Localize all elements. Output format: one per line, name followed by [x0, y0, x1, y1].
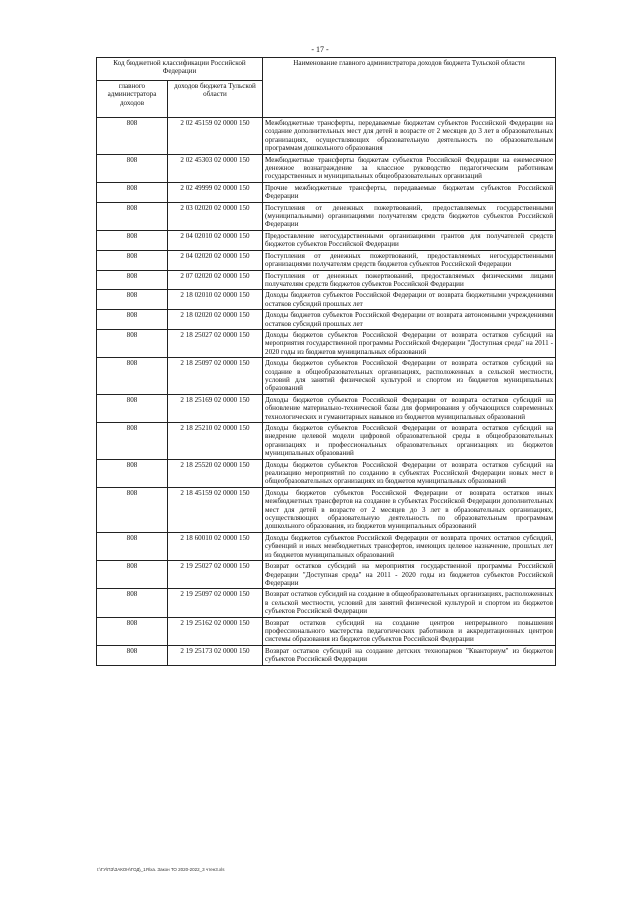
revenue-code-cell: 2 19 25162 02 0000 150 [168, 617, 263, 645]
revenue-name-cell: Возврат остатков субсидий на создание в общеобразовательных организациях, расположенных в сельской местности, условий для занятий физической культурой и спортом из бюджетов субъектов Российской Федерации [263, 589, 556, 617]
revenue-code-cell: 2 18 25027 02 0000 150 [168, 329, 263, 357]
header-admin: главного администратора доходов [97, 81, 168, 118]
revenue-code-cell: 2 07 02020 02 0000 150 [168, 270, 263, 290]
revenue-classification-table [96, 57, 556, 666]
revenue-code-cell: 2 19 25027 02 0000 150 [168, 561, 263, 589]
revenue-code-cell: 2 04 02010 02 0000 150 [168, 230, 263, 250]
admin-code-cell: 808 [97, 310, 168, 330]
revenue-code-cell: 2 18 02020 02 0000 150 [168, 310, 263, 330]
revenue-code-cell: 2 04 02020 02 0000 150 [168, 250, 263, 270]
table-row [97, 459, 556, 487]
revenue-code-cell: 2 18 02010 02 0000 150 [168, 290, 263, 310]
admin-code-cell: 808 [97, 118, 168, 155]
admin-code-cell: 808 [97, 394, 168, 422]
revenue-name-cell: Доходы бюджетов субъектов Российской Федерации от возврата бюджетными учреждениями остатков субсидий прошлых лет [263, 290, 556, 310]
revenue-name-cell: Доходы бюджетов субъектов Российской Федерации от возврата остатков иных межбюджетных трансфертов на создание в субъектах Российской Федерации дополнительных мест для детей в возрасте от 2 месяцев до 3 лет в образовательных организациях, осуществляющих образовательную деятельность по образовательным программам дошкольного образования, из бюджетов муниципальных образований [263, 487, 556, 532]
revenue-name-cell: Поступления от денежных пожертвований, предоставляемых физическими лицами получателям средств бюджетов субъектов Российской Федерации [263, 270, 556, 290]
admin-code-cell: 808 [97, 182, 168, 202]
table-row [97, 250, 556, 270]
revenue-code-cell: 2 03 02020 02 0000 150 [168, 202, 263, 230]
table-row [97, 230, 556, 250]
revenue-code-cell: 2 19 25173 02 0000 150 [168, 645, 263, 665]
admin-code-cell: 808 [97, 459, 168, 487]
admin-code-cell: 808 [97, 423, 168, 460]
admin-code-cell: 808 [97, 589, 168, 617]
header-revenue: доходов бюджета Тульской области [168, 81, 263, 118]
admin-code-cell: 808 [97, 154, 168, 182]
page-number: - 17 - [311, 45, 329, 54]
revenue-name-cell: Доходы бюджетов субъектов Российской Федерации от возврата остатков субсидий на обновление материально-технической базы для формирования у обучающихся современных технологических и гуманитарных навыков из бюджетов муниципальных образований [263, 394, 556, 422]
revenue-name-cell: Доходы бюджетов субъектов Российской Федерации от возврата прочих остатков субсидий, субвенций и иных межбюджетных трансфертов, имеющих целевое назначение, прошлых лет из бюджетов муниципальных образований [263, 532, 556, 560]
revenue-code-cell: 2 18 25520 02 0000 150 [168, 459, 263, 487]
admin-code-cell: 808 [97, 645, 168, 665]
admin-code-cell: 808 [97, 202, 168, 230]
revenue-name-cell: Возврат остатков субсидий на создание центров непрерывного повышения профессионального мастерства педагогических работников и аккредитационных центров системы образования из бюджетов субъектов Российской Федерации [263, 617, 556, 645]
revenue-code-cell: 2 18 60010 02 0000 150 [168, 532, 263, 560]
table-row [97, 358, 556, 395]
admin-code-cell: 808 [97, 487, 168, 532]
table-row [97, 561, 556, 589]
table-row [97, 270, 556, 290]
revenue-name-cell: Доходы бюджетов субъектов Российской Федерации от возврата остатков субсидий на мероприятия государственной программы Российской Федерации "Доступная среда" на 2011 - 2020 годы из бюджетов муниципальных образований [263, 329, 556, 357]
admin-code-cell: 808 [97, 329, 168, 357]
table-body [97, 118, 556, 666]
table-row [97, 423, 556, 460]
table-row [97, 154, 556, 182]
revenue-code-cell: 2 02 45159 02 0000 150 [168, 118, 263, 155]
header-name: Наименование главного администратора доходов бюджета Тульской области [263, 58, 556, 118]
admin-code-cell: 808 [97, 358, 168, 395]
table-row [97, 290, 556, 310]
revenue-name-cell: Доходы бюджетов субъектов Российской Федерации от возврата остатков субсидий на внедрение целевой модели цифровой образовательной среды в общеобразовательных организациях и профессиональных образовательных организациях из бюджетов муниципальных образований [263, 423, 556, 460]
table-row [97, 394, 556, 422]
revenue-name-cell: Возврат остатков субсидий на мероприятия государственной программы Российской Федерации "Доступная среда" на 2011 - 2020 годы из бюджетов субъектов Российской Федерации [263, 561, 556, 589]
revenue-name-cell: Доходы бюджетов субъектов Российской Федерации от возврата остатков субсидий на реализацию мероприятий по созданию в субъектах Российской Федерации новых мест в общеобразовательных организациях из бюджетов муниципальных образований [263, 459, 556, 487]
table-row [97, 487, 556, 532]
table-row [97, 118, 556, 155]
revenue-name-cell: Предоставление негосударственными организациями грантов для получателей средств бюджетов субъектов Российской Федерации [263, 230, 556, 250]
revenue-name-cell: Межбюджетные трансферты, передаваемые бюджетам субъектов Российской Федерации на создание дополнительных мест для детей в возрасте от 2 месяцев до 3 лет в образовательных организациях, осуществляющих образовательную деятельность по образовательным программам дошкольного образования [263, 118, 556, 155]
file-path-footer: I:\ГУ\ПЗ\ЗАКОН\ГОД\_1Я\ха. Закон ТО 2020-2022_3 чтен3.xls [97, 867, 225, 872]
table-row [97, 645, 556, 665]
revenue-code-cell: 2 18 45159 02 0000 150 [168, 487, 263, 532]
admin-code-cell: 808 [97, 617, 168, 645]
revenue-code-cell: 2 18 25169 02 0000 150 [168, 394, 263, 422]
admin-code-cell: 808 [97, 250, 168, 270]
admin-code-cell: 808 [97, 230, 168, 250]
table-row [97, 617, 556, 645]
header-code-group: Код бюджетной классификации Российской Федерации [97, 58, 263, 81]
revenue-code-cell: 2 02 45303 02 0000 150 [168, 154, 263, 182]
revenue-code-cell: 2 02 49999 02 0000 150 [168, 182, 263, 202]
revenue-name-cell: Доходы бюджетов субъектов Российской Федерации от возврата автономными учреждениями остатков субсидий прошлых лет [263, 310, 556, 330]
revenue-name-cell: Поступления от денежных пожертвований, предоставляемых государственными (муниципальными) организациями получателям средств бюджетов субъектов Российской Федерации [263, 202, 556, 230]
revenue-name-cell: Прочие межбюджетные трансферты, передаваемые бюджетам субъектов Российской Федерации [263, 182, 556, 202]
admin-code-cell: 808 [97, 532, 168, 560]
table-row [97, 329, 556, 357]
admin-code-cell: 808 [97, 270, 168, 290]
revenue-name-cell: Доходы бюджетов субъектов Российской Федерации от возврата остатков субсидий на создание в общеобразовательных организациях, расположенных в сельской местности, условий для занятий физической культурой и спортом из бюджетов муниципальных образований [263, 358, 556, 395]
revenue-code-cell: 2 19 25097 02 0000 150 [168, 589, 263, 617]
table-row [97, 310, 556, 330]
table-row [97, 182, 556, 202]
table-row [97, 532, 556, 560]
revenue-name-cell: Межбюджетные трансферты бюджетам субъектов Российской Федерации на ежемесячное денежное вознаграждение за классное руководство педагогическим работникам государственных и муниципальных общеобразовательных организаций [263, 154, 556, 182]
table-row [97, 589, 556, 617]
revenue-name-cell: Поступления от денежных пожертвований, предоставляемых негосударственными организациями получателям средств бюджетов субъектов Российской Федерации [263, 250, 556, 270]
revenue-code-cell: 2 18 25097 02 0000 150 [168, 358, 263, 395]
table-row [97, 202, 556, 230]
revenue-code-cell: 2 18 25210 02 0000 150 [168, 423, 263, 460]
admin-code-cell: 808 [97, 561, 168, 589]
revenue-name-cell: Возврат остатков субсидий на создание детских технопарков "Кванториум" из бюджетов субъектов Российской Федерации [263, 645, 556, 665]
admin-code-cell: 808 [97, 290, 168, 310]
